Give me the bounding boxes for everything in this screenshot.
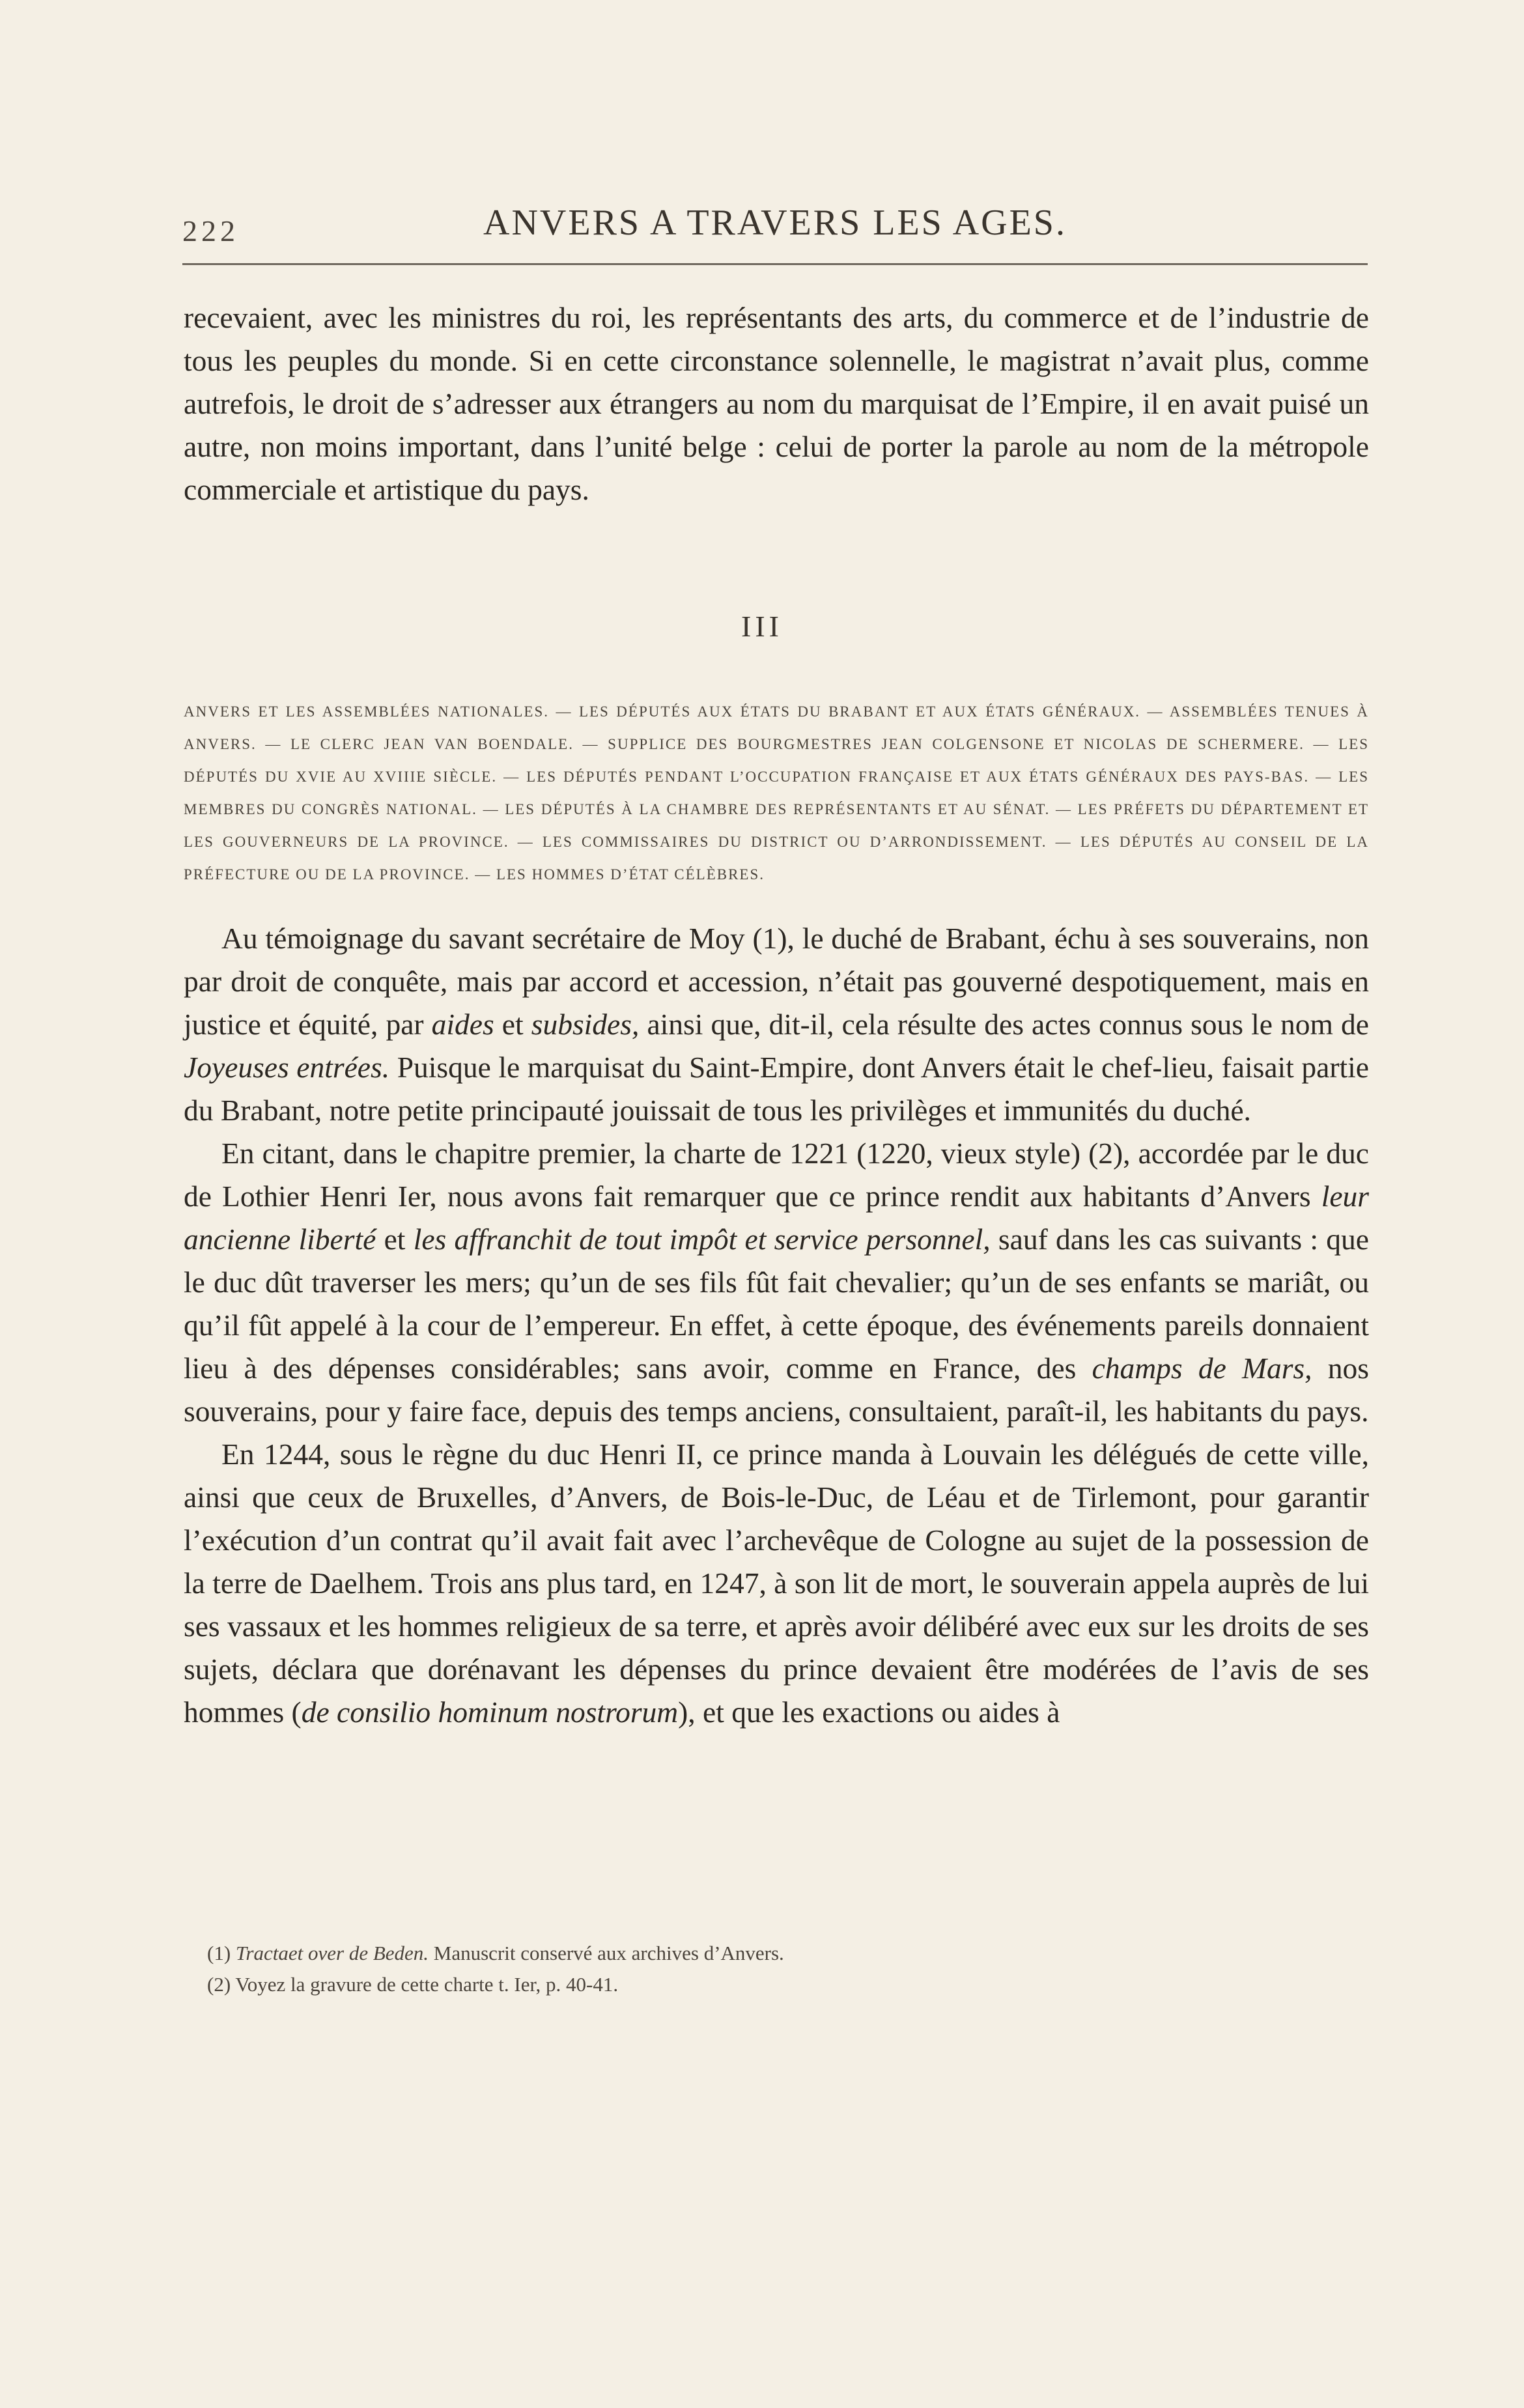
text-run: et — [376, 1223, 414, 1256]
section-summary: ANVERS ET LES ASSEMBLÉES NATIONALES. — LES DÉPUTÉS AUX ÉTATS DU BRABANT ET AUX ÉTATS GÉNÉRAUX. — ASSEMBLÉES TENUES À ANVERS. — LE CLERC JEAN VAN BOENDALE. — SUPPLICE DES BOURGMESTRES JEAN COLGENSONE ET NICOLAS DE SCHERMERE. — LES DÉPUTÉS DU XVIE AU XVIIIE SIÈCLE. — LES DÉPUTÉS PENDANT L’OCCUPATION FRANÇAISE ET AUX ÉTATS GÉNÉRAUX DES PAYS-BAS. — LES MEMBRES DU CONGRÈS NATIONAL. — LES DÉPUTÉS À LA CHAMBRE DES REPRÉSENTANTS ET AU SÉNAT. — LES PRÉFETS DU DÉPARTEMENT ET LES GOUVERNEURS DE LA PROVINCE. — LES COMMISSAIRES DU DISTRICT OU D’ARRONDISSEMENT. — LES DÉPUTÉS AU CONSEIL DE LA PRÉFECTURE OU DE LA PROVINCE. — LES HOMMES D’ÉTAT CÉLÈBRES. — [184, 703, 1369, 883]
intro-paragraph: recevaient, avec les ministres du roi, les représentants des arts, du commerce et de l’industrie de tous les peuples du monde. Si en cette circonstance solennelle, le magistrat n’avait plus, comme autrefois, le droit de s’adresser aux étrangers au nom du marquisat de l’Empire, il en avait puisé un autre, non moins important, dans l’unité belge : celui de porter la parole au nom de la métropole commerciale et artistique du pays. — [184, 301, 1369, 506]
text-run: et — [494, 1008, 531, 1041]
italic-run: Joyeuses entrées. — [184, 1051, 390, 1084]
footnote-marker: (2) — [207, 1973, 231, 1996]
section-number: III — [741, 610, 783, 643]
italic-run: subsides, — [531, 1008, 640, 1041]
italic-run: les affranchit de tout impôt et service personnel, — [413, 1223, 991, 1256]
footnote-text: Voyez la gravure de cette charte t. Ier, p. 40-41. — [231, 1973, 619, 1996]
page-number: 222 — [182, 214, 239, 248]
text-run: ), et que les exactions ou aides à — [678, 1695, 1060, 1729]
paragraph-1 — [184, 917, 1369, 1132]
footnote-marker: (1) — [207, 1942, 231, 1964]
italic-run: leur ancienne liberté — [184, 1180, 1369, 1256]
main-text — [184, 917, 1369, 1734]
footnote-1 — [207, 1938, 1314, 1969]
text-run: En citant, dans le chapitre premier, la charte de 1221 (1220, vieux style) (2), accordée par le duc de Lothier Henri Ier, nous avons fait remarquer que ce prince rendit aux habitants d’Anvers — [184, 1137, 1369, 1213]
text-run: Puisque le marquisat du Saint-Empire, dont Anvers était le chef-lieu, faisait partie du Brabant, notre petite principauté jouissait de tous les privilèges et immunités du duché. — [184, 1051, 1369, 1127]
footnotes — [207, 1938, 1314, 2000]
text-run: nos souverains, pour y faire face, depuis des temps anciens, consultaient, paraît-il, les habitants du pays. — [184, 1352, 1369, 1428]
header-rule — [182, 263, 1368, 265]
paragraph-3 — [184, 1433, 1369, 1734]
italic-run: de consilio hominum nostrorum — [301, 1695, 679, 1729]
footnote-text: Manuscrit conservé aux archives d’Anvers. — [429, 1942, 784, 1964]
text-run: sauf dans les cas suivants : que le duc dût traverser les mers; qu’un de ses fils fût fait chevalier; qu’un de ses enfants se mariât, ou qu’il fût appelé à la cour de l’empereur. En effet, à cette époque, des événements pareils donnaient lieu à des dépenses considérables; sans avoir, comme en France, des — [184, 1223, 1370, 1385]
italic-run: champs de Mars, — [1092, 1352, 1312, 1385]
text-run: En 1244, sous le règne du duc Henri II, ce prince manda à Louvain les délégués de cette ville, ainsi que ceux de Bruxelles, d’Anvers, de Bois-le-Duc, de Léau et de Tirlemont, pour garantir l’exécution d’un contrat qu’il avait fait avec l’archevêque de Cologne au sujet de la possession de la terre de Daelhem. Trois ans plus tard, en 1247, à son lit de mort, le souverain appela auprès de lui ses vassaux et les hommes religieux de sa terre, et après avoir délibéré avec eux sur les droits de ses sujets, déclara que dorénavant les dépenses du prince devaient être modérées de l’avis de ses hommes ( — [184, 1438, 1369, 1729]
footnote-title: Tractaet over de Beden. — [235, 1942, 429, 1964]
text-run: ainsi que, dit-il, cela résulte des actes connus sous le nom de — [639, 1008, 1369, 1041]
text-run: Au témoignage du savant secrétaire de Moy (1), le duché de Brabant, échu à ses souverains, non par droit de conquête, mais par accord et accession, n’était pas gouverné despotiquement, mais en justice et équité, par — [184, 922, 1369, 1041]
italic-run: aides — [431, 1008, 494, 1041]
running-title: ANVERS A TRAVERS LES AGES. — [483, 203, 1067, 243]
footnote-2 — [207, 1969, 1314, 2000]
page-header — [182, 202, 1368, 254]
intro-paragraph-block — [184, 296, 1369, 511]
paragraph-2 — [184, 1132, 1369, 1433]
